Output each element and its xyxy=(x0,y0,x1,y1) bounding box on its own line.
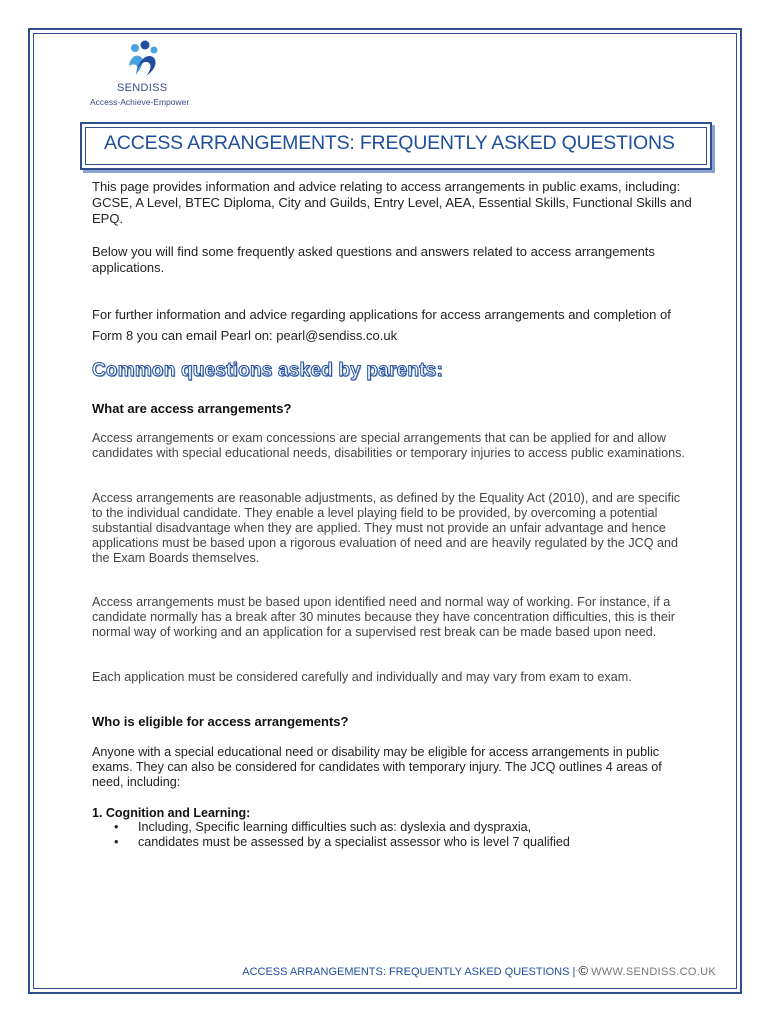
footer-title: ACCESS ARRANGEMENTS: FREQUENTLY ASKED QUESTIONS xyxy=(242,966,570,978)
list-item xyxy=(92,835,672,850)
question-1: What are access arrangements? xyxy=(92,401,292,416)
answer-1-paragraph-1: Access arrangements or exam concessions are special arrangements that can be applied for and allow candidates with special educational needs, disabilities or temporary injuries to access public examinations. xyxy=(92,431,685,460)
page-title: ACCESS ARRANGEMENTS: FREQUENTLY ASKED QUESTIONS xyxy=(104,132,675,154)
need-area-list xyxy=(92,820,672,850)
answer-1-paragraph-3: Access arrangements must be based upon identified need and normal way of working. For instance, if a candidate normally has a break after 30 minutes because they have concentration difficulties, this is their normal way of working and an application for a supervised rest break can be made based upon need. xyxy=(92,595,675,639)
logo-tagline: Access-Achieve-Empower xyxy=(90,97,190,107)
footer-website-link[interactable]: WWW.SENDISS.CO.UK xyxy=(591,966,716,978)
list-item xyxy=(92,820,672,835)
answer-1-paragraph-4: Each application must be considered carefully and individually and may vary from exam to exam. xyxy=(92,670,632,684)
answer-2-paragraph-1: Anyone with a special educational need or disability may be eligible for access arrangements in public exams. They can also be considered for candidates with temporary injury. The JCQ outlines 4 areas of need, including: xyxy=(92,745,662,789)
list-item-text: candidates must be assessed by a specialist assessor who is level 7 qualified xyxy=(138,835,570,849)
bullet-icon: • xyxy=(114,835,119,849)
copyright-icon: © xyxy=(578,963,589,978)
section-title: Common questions asked by parents: xyxy=(92,360,443,381)
sendiss-logo-icon xyxy=(126,40,162,80)
answer-1-paragraph-2: Access arrangements are reasonable adjustments, as defined by the Equality Act (2010), and are specific to the individual candidate. They enable a level playing field to be provided, by overcoming a potential substantial disadvantage when they are applied. They must not provide an unfair advantage and hence applications must be based upon a rigorous evaluation of need and are heavily regulated by the JCQ and the Exam Boards themselves. xyxy=(92,491,681,565)
logo-name: SENDISS xyxy=(117,82,168,94)
question-2: Who is eligible for access arrangements? xyxy=(92,714,349,729)
footer-separator: | xyxy=(572,966,576,978)
logo xyxy=(86,40,206,110)
title-banner xyxy=(80,122,712,170)
intro-paragraph-1: This page provides information and advice relating to access arrangements in public exams, including: GCSE, A Level, BTEC Diploma, City and Guilds, Entry Level, AEA, Essential Skills, Functional Skills and EPQ. xyxy=(92,179,692,226)
bullet-icon: • xyxy=(114,820,119,834)
intro-paragraph-3: For further information and advice regarding applications for access arrangements and completion of Form 8 you can email Pearl on: pearl@sendiss.co.uk xyxy=(92,307,671,343)
page-footer xyxy=(242,963,716,978)
need-area-heading: 1. Cognition and Learning: xyxy=(92,806,251,820)
list-item-text: Including, Specific learning difficulties such as: dyslexia and dyspraxia, xyxy=(138,820,532,834)
intro-paragraph-2: Below you will find some frequently asked questions and answers related to access arrangements applications. xyxy=(92,244,655,275)
